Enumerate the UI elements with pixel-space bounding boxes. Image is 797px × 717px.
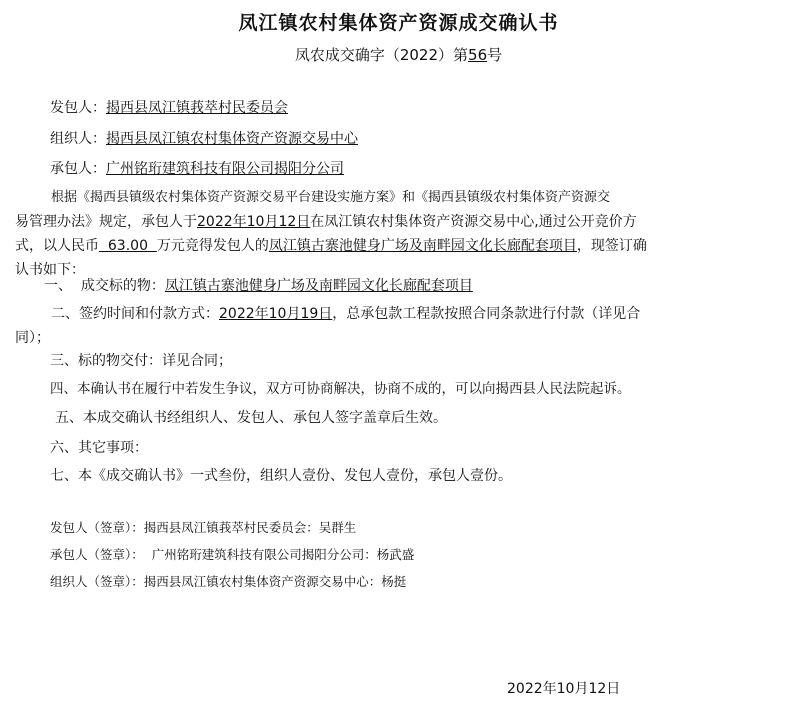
contractor-signature: 承包人（签章）： 广州铭珩建筑科技有限公司揭阳分公司：杨武盛 [50,547,415,562]
item-6: 六、其它事项： [50,440,148,456]
organizer-label: 组织人： [50,131,106,147]
issuer-value: 揭西县凤江镇莪萃村民委员会 [106,100,288,116]
doc-prefix: 凤农成交确字（2022）第 [294,46,469,64]
document-title: 凤江镇农村集体资产资源成交确认书 [238,12,559,34]
paragraph-basis [15,186,785,282]
organizer-line [50,127,358,151]
doc-suffix: 号 [487,46,503,64]
paragraph-line: 认书如下： [15,262,85,278]
paragraph-line: 易管理办法》规定，承包人于2022年10月12日在凤江镇农村集体资产资源交易中心,通过公开竞价方 [15,214,637,230]
item-4: 四、本确认书在履行中若发生争议，双方可协商解决，协商不成的，可以向揭西县人民法院起诉。 [50,381,631,397]
document-date: 2022年10月12日 [507,681,621,697]
organizer-value: 揭西县凤江镇农村集体资产资源交易中心 [106,131,358,147]
document-number [0,44,797,65]
contractor-line [50,157,344,181]
issuer-line [50,96,288,120]
contractor-value: 广州铭珩建筑科技有限公司揭阳分公司 [106,161,344,177]
item-3: 三、标的物交付：详见合同； [50,353,232,369]
organizer-signature: 组织人（签章）：揭西县凤江镇农村集体资产资源交易中心：杨挺 [50,574,407,589]
paragraph-line: 式，以人民币 63.00 万元竞得发包人的凤江镇古寨池健身广场及南畔园文化长廊配套项目，现签订确 [15,238,647,254]
issuer-label: 发包人： [50,100,106,116]
contractor-label: 承包人： [50,161,106,177]
winning-amount: 63.00 [99,238,157,254]
item-2: 二、签约时间和付款方式：2022年10月19日，总承包款工程款按照合同条款进行付款（详见合 同）； [15,306,641,346]
auction-date: 2022年10月12日 [197,214,311,230]
doc-number-value: 56 [468,46,488,64]
item-7: 七、本《成交确认书》一式叁份，组织人壹份、发包人壹份，承包人壹份。 [50,468,512,484]
item-1: 一、 成交标的物：凤江镇古寨池健身广场及南畔园文化长廊配套项目 [44,278,473,294]
project-name: 凤江镇古寨池健身广场及南畔园文化长廊配套项目 [268,238,577,254]
item-1-value: 凤江镇古寨池健身广场及南畔园文化长廊配套项目 [164,278,473,294]
paragraph-line: 根据《揭西县镇级农村集体资产资源交易平台建设实施方案》和《揭西县镇级农村集体资产资源交 [51,190,611,205]
issuer-signature: 发包人（签章）：揭西县凤江镇莪萃村民委员会：吴群生 [50,520,357,535]
item-5: 五、本成交确认书经组织人、发包人、承包人签字盖章后生效。 [55,410,447,426]
signing-date: 2022年10月19日 [219,306,333,322]
